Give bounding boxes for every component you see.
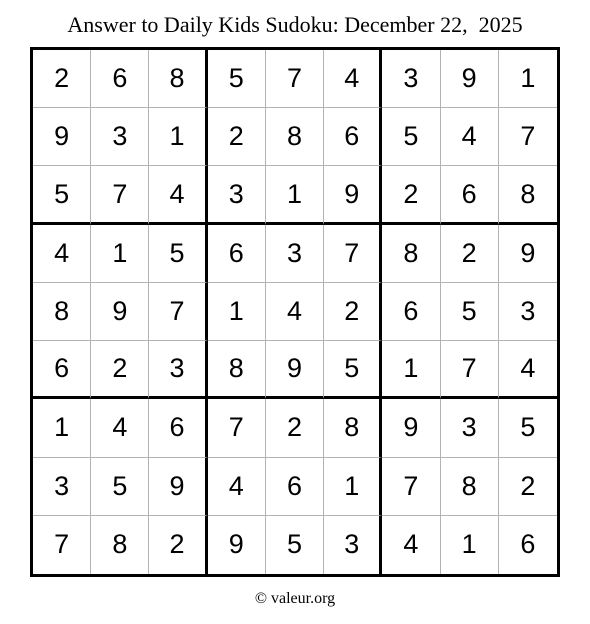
sudoku-cell-r2c4: 2 [208,108,266,166]
sudoku-cell-r7c6: 8 [324,399,382,457]
sudoku-cell-r9c6: 3 [324,516,382,574]
sudoku-cell-r2c3: 1 [149,108,207,166]
sudoku-cell-r9c4: 9 [208,516,266,574]
sudoku-cell-r5c7: 6 [382,283,440,341]
sudoku-cell-r8c7: 7 [382,458,440,516]
sudoku-cell-r2c2: 3 [91,108,149,166]
sudoku-cell-r5c4: 1 [208,283,266,341]
sudoku-cell-r5c8: 5 [441,283,499,341]
sudoku-cell-r8c5: 6 [266,458,324,516]
sudoku-cell-r4c1: 4 [33,225,91,283]
footer-credit: © valeur.org [254,590,336,607]
sudoku-cell-r7c5: 2 [266,399,324,457]
sudoku-cell-r8c9: 2 [499,458,557,516]
sudoku-cell-r9c1: 7 [33,516,91,574]
sudoku-cell-r1c5: 7 [266,50,324,108]
sudoku-cell-r4c8: 2 [441,225,499,283]
sudoku-board [30,47,560,577]
page-title: Answer to Daily Kids Sudoku: December 22, 2025 [67,12,523,37]
sudoku-cell-r2c8: 4 [441,108,499,166]
sudoku-cell-r4c5: 3 [266,225,324,283]
sudoku-cell-r3c7: 2 [382,166,440,224]
sudoku-cell-r1c9: 1 [499,50,557,108]
sudoku-cell-r1c6: 4 [324,50,382,108]
sudoku-cell-r1c3: 8 [149,50,207,108]
sudoku-cell-r9c7: 4 [382,516,440,574]
sudoku-cell-r1c2: 6 [91,50,149,108]
sudoku-cell-r3c3: 4 [149,166,207,224]
sudoku-cell-r6c9: 4 [499,341,557,399]
sudoku-cell-r6c1: 6 [33,341,91,399]
sudoku-cell-r6c5: 9 [266,341,324,399]
sudoku-cell-r9c2: 8 [91,516,149,574]
sudoku-cell-r8c2: 5 [91,458,149,516]
sudoku-cell-r3c2: 7 [91,166,149,224]
sudoku-cell-r6c3: 3 [149,341,207,399]
sudoku-cell-r3c6: 9 [324,166,382,224]
sudoku-cell-r1c1: 2 [33,50,91,108]
sudoku-cell-r3c5: 1 [266,166,324,224]
sudoku-cell-r6c6: 5 [324,341,382,399]
sudoku-cell-r8c1: 3 [33,458,91,516]
sudoku-cell-r4c6: 7 [324,225,382,283]
sudoku-cell-r6c4: 8 [208,341,266,399]
sudoku-cell-r4c3: 5 [149,225,207,283]
sudoku-cell-r9c3: 2 [149,516,207,574]
sudoku-cell-r7c2: 4 [91,399,149,457]
sudoku-cell-r5c6: 2 [324,283,382,341]
sudoku-cell-r3c9: 8 [499,166,557,224]
sudoku-cell-r6c7: 1 [382,341,440,399]
sudoku-cell-r5c2: 9 [91,283,149,341]
sudoku-cell-r9c9: 6 [520,529,536,560]
sudoku-cell-r8c3: 9 [149,458,207,516]
sudoku-cell-r1c4: 5 [208,50,266,108]
sudoku-cell-r1c8: 9 [441,50,499,108]
sudoku-cell-r7c9: 5 [499,399,557,457]
sudoku-cell-r3c8: 6 [441,166,499,224]
sudoku-cell-r9c5: 5 [266,516,324,574]
sudoku-cell-r7c7: 9 [382,399,440,457]
sudoku-cell-r2c6: 6 [324,108,382,166]
sudoku-cell-r8c4: 4 [208,458,266,516]
sudoku-cell-r7c8: 3 [441,399,499,457]
sudoku-cell-r9c8: 1 [441,516,499,574]
sudoku-cell-r2c9: 7 [499,108,557,166]
sudoku-cell-r8c6: 1 [324,458,382,516]
sudoku-cell-r3c4: 3 [208,166,266,224]
sudoku-cell-r7c3: 6 [149,399,207,457]
sudoku-cell-r8c8: 8 [441,458,499,516]
sudoku-cell-r7c1: 1 [33,399,91,457]
sudoku-cell-r7c4: 7 [208,399,266,457]
sudoku-cell-r6c2: 2 [91,341,149,399]
sudoku-cell-r5c9: 3 [499,283,557,341]
sudoku-cell-r5c5: 4 [266,283,324,341]
sudoku-cell-r2c5: 8 [266,108,324,166]
sudoku-cell-r6c8: 7 [441,341,499,399]
sudoku-cell-r5c3: 7 [149,283,207,341]
sudoku-cell-r2c7: 5 [382,108,440,166]
sudoku-cell-r5c1: 8 [33,283,91,341]
sudoku-cell-r4c7: 8 [382,225,440,283]
sudoku-cell-r4c9: 9 [499,225,557,283]
sudoku-cell-r4c4: 6 [208,225,266,283]
sudoku-cell-r4c2: 1 [91,225,149,283]
sudoku-cell-r2c1: 9 [33,108,91,166]
sudoku-cell-r1c7: 3 [382,50,440,108]
sudoku-cell-r3c1: 5 [33,166,91,224]
